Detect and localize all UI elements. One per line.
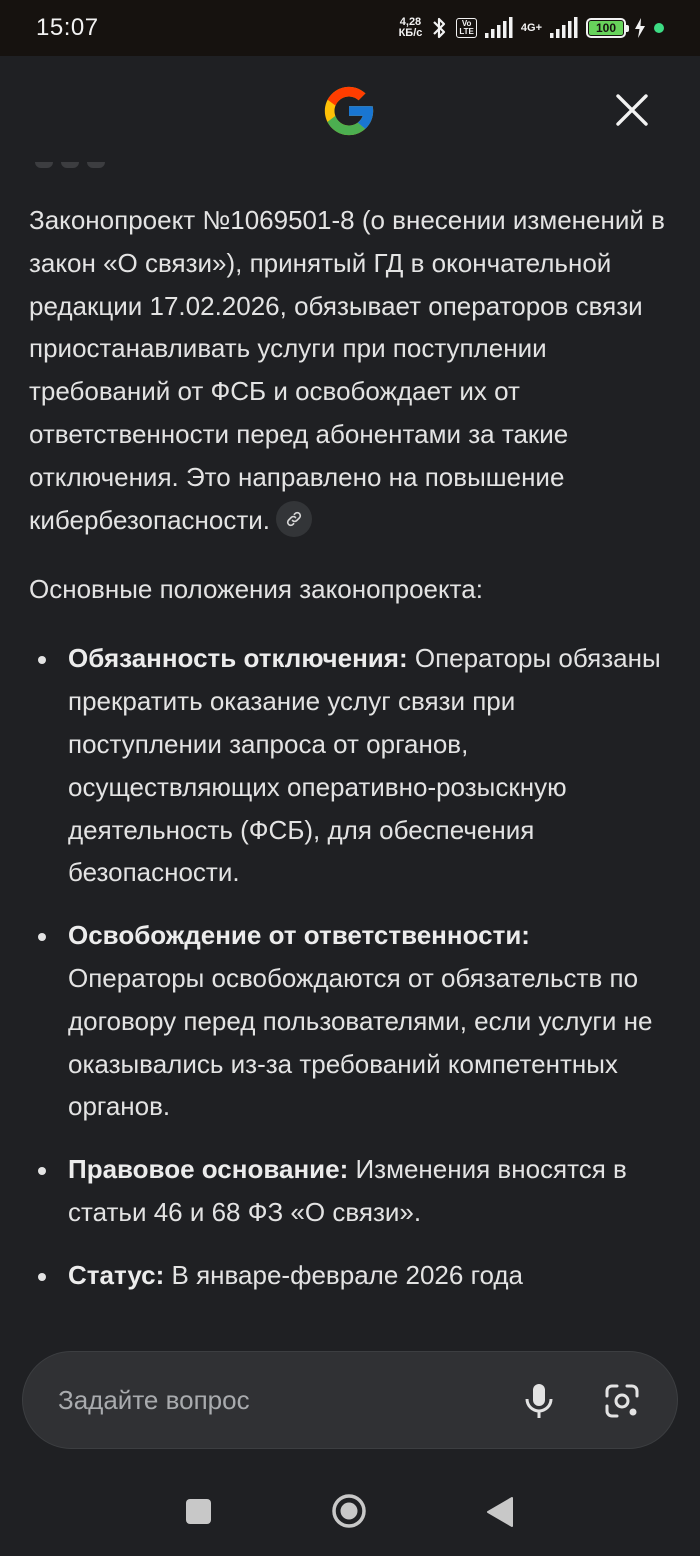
charging-icon <box>634 18 646 38</box>
volte-badge <box>456 18 477 38</box>
list-item <box>29 1254 670 1297</box>
dot <box>87 162 105 168</box>
network-speed-value: 4,28 <box>399 16 422 28</box>
list-item-text: Операторы освобождаются от обязательств по договору перед пользователями, если услуги не оказывались из-за требований компетентных органов. <box>68 962 653 1122</box>
source-link-button[interactable] <box>276 501 312 537</box>
list-item <box>29 914 670 1128</box>
key-points-intro: Основные положения законопроекта: <box>29 574 483 605</box>
list-item <box>29 1148 670 1234</box>
recents-square-icon[interactable] <box>186 1499 211 1524</box>
lens-camera-icon[interactable] <box>603 1382 641 1420</box>
signal-icon-2 <box>550 17 578 39</box>
privacy-indicator-dot <box>654 23 664 33</box>
battery-level: 100 <box>589 21 623 35</box>
list-item <box>29 637 670 894</box>
network-type: 4G+ <box>520 21 542 34</box>
loading-dots <box>29 150 670 172</box>
answer-paragraph-text: Законопроект №1069501-8 (о внесении изменений в закон «О связи»), принятый ГД в окончательной редакции 17.02.2026, обязывает операторов связи приостанавливать услуги при поступлении требований от ФСБ и освобождает их от ответственности перед абонентами за такие отключения. Это направлено на повышение кибербезопасности. <box>29 205 665 535</box>
dot <box>61 162 79 168</box>
status-time: 15:07 <box>36 14 99 41</box>
list-item-text: Операторы обязаны прекратить оказание услуг связи при поступлении запроса от органов, осуществляющих оперативно-розыскную деятельность (ФСБ), для обеспечения безопасности. <box>68 643 661 888</box>
status-icons <box>399 16 664 40</box>
link-icon <box>285 510 303 528</box>
home-circle-icon[interactable] <box>331 1493 367 1529</box>
system-navigation-bar <box>0 1466 700 1556</box>
status-bar <box>0 0 700 56</box>
bluetooth-icon <box>430 16 448 40</box>
google-g-logo <box>320 82 378 140</box>
mic-icon[interactable] <box>521 1382 557 1420</box>
signal-icon <box>485 17 513 39</box>
key-points-list <box>29 637 670 1296</box>
question-input[interactable] <box>58 1385 498 1416</box>
network-speed <box>399 17 423 39</box>
battery-icon <box>586 18 626 38</box>
list-item-title: Правовое основание: <box>68 1154 349 1185</box>
question-input-bar[interactable] <box>22 1351 678 1449</box>
dot <box>35 162 53 168</box>
close-icon[interactable] <box>610 88 654 132</box>
volte-top: Vo <box>461 19 472 28</box>
list-item-title: Освобождение от ответственности: <box>68 920 530 951</box>
list-item-title: Статус: <box>68 1259 165 1290</box>
list-item-text: Изменения вносятся в статьи 46 и 68 ФЗ «О связи». <box>68 1154 627 1227</box>
volte-bottom: LTE <box>459 27 474 36</box>
back-triangle-icon[interactable] <box>486 1496 514 1528</box>
list-item-title: Обязанность отключения: <box>68 643 408 674</box>
network-speed-unit: КБ/с <box>398 27 423 39</box>
answer-paragraph <box>29 199 670 541</box>
list-item-text: В январе-феврале 2026 года <box>171 1259 524 1290</box>
answer-content[interactable] <box>0 150 700 1332</box>
